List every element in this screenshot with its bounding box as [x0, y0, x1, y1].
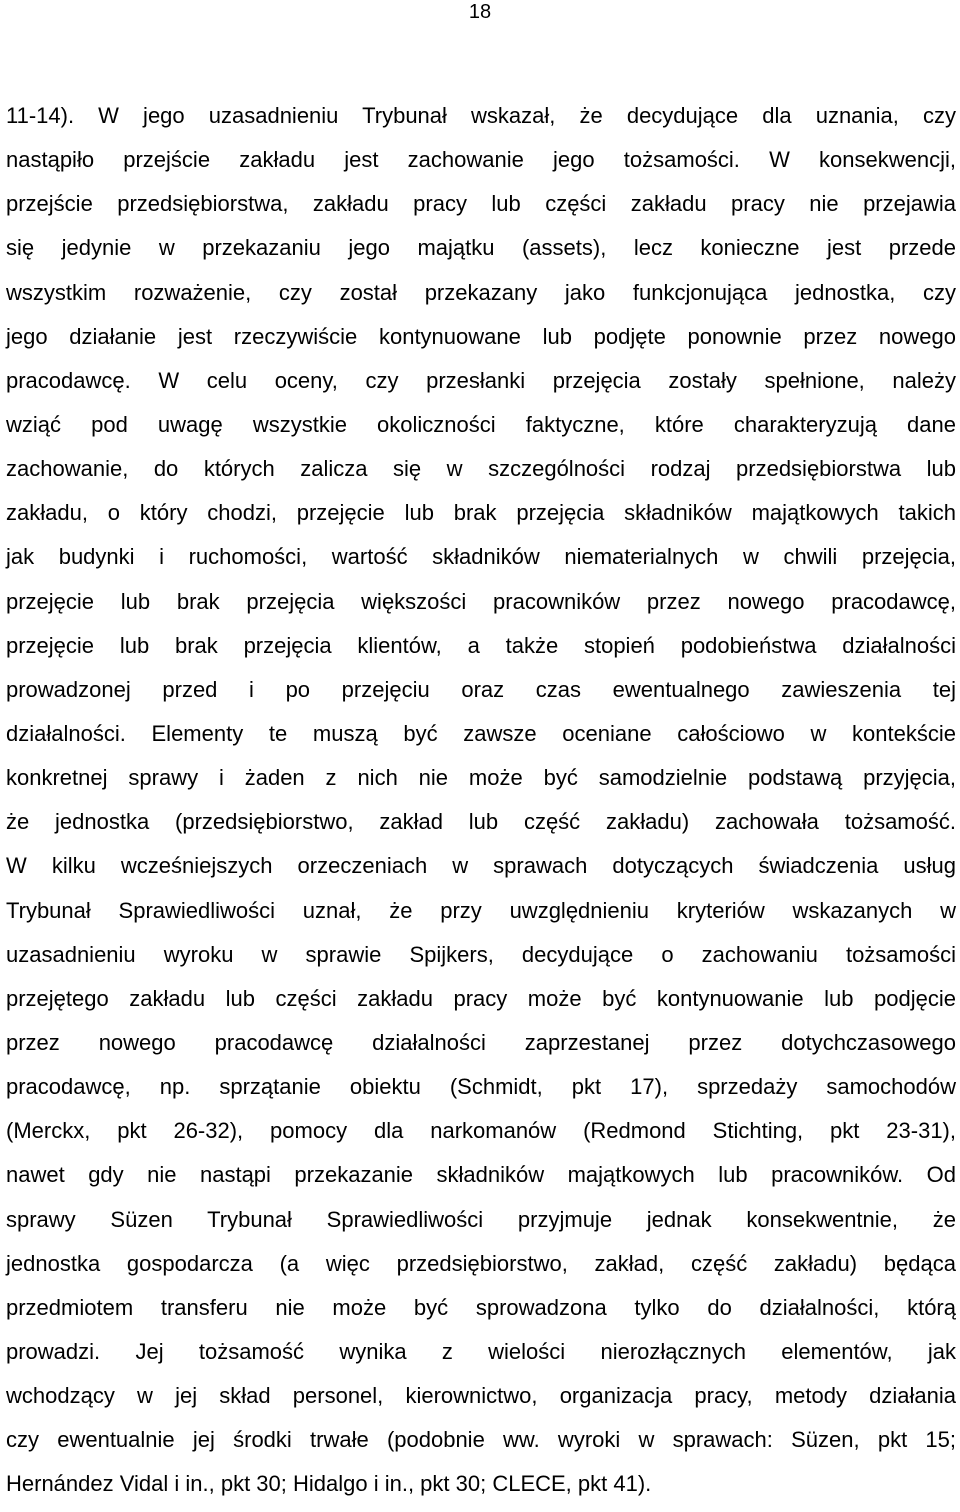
text-line: czy ewentualnie jej środki trwałe (podobnie ww. wyroki w sprawach: Süzen, pkt 15; [6, 1427, 956, 1453]
text-line: Hernández Vidal i in., pkt 30; Hidalgo i in., pkt 30; CLECE, pkt 41). [6, 1471, 652, 1497]
text-line: W kilku wcześniejszych orzeczeniach w sprawach dotyczących świadczenia usług [6, 853, 956, 879]
text-line: uzasadnieniu wyroku w sprawie Spijkers, decydujące o zachowaniu tożsamości [6, 941, 956, 967]
text-line: (Merckx, pkt 26-32), pomocy dla narkomanów (Redmond Stichting, pkt 23-31), [6, 1118, 956, 1144]
text-line: prowadzi. Jej tożsamość wynika z wielości nierozłącznych elementów, jak [6, 1338, 956, 1364]
text-line: wchodzący w jej skład personel, kierownictwo, organizacja pracy, metody działania [6, 1383, 956, 1409]
text-line: jego działanie jest rzeczywiście kontynuowane lub podjęte ponownie przez nowego [6, 323, 956, 349]
body-paragraph [6, 94, 956, 1507]
text-line: nastąpiło przejście zakładu jest zachowanie jego tożsamości. W konsekwencji, [6, 147, 956, 173]
text-line: pracodawcę. W celu oceny, czy przesłanki przejęcia zostały spełnione, należy [6, 367, 956, 393]
text-line: prowadzonej przed i po przejęciu oraz czas ewentualnego zawieszenia tej [6, 676, 956, 702]
text-line: przejście przedsiębiorstwa, zakładu pracy lub części zakładu pracy nie przejawia [6, 191, 956, 217]
text-line: 11-14). W jego uzasadnieniu Trybunał wskazał, że decydujące dla uznania, czy [6, 103, 956, 128]
text-line: sprawy Süzen Trybunał Sprawiedliwości przyjmuje jednak konsekwentnie, że [6, 1206, 956, 1232]
text-line: wziąć pod uwagę wszystkie okoliczności faktyczne, które charakteryzują dane [6, 411, 956, 437]
text-line: działalności. Elementy te muszą być zawsze oceniane całościowo w kontekście [6, 720, 956, 746]
text-line: przejętego zakładu lub części zakładu pracy może być kontynuowanie lub podjęcie [6, 985, 956, 1011]
text-line: jak budynki i ruchomości, wartość składników niematerialnych w chwili przejęcia, [6, 544, 956, 570]
text-line: jednostka gospodarcza (a więc przedsiębiorstwo, zakład, część zakładu) będąca [6, 1250, 956, 1276]
text-line: zachowanie, do których zalicza się w szczególności rodzaj przedsiębiorstwa lub [6, 456, 956, 482]
text-line: konkretnej sprawy i żaden z nich nie może być samodzielnie podstawą przyjęcia, [6, 765, 956, 791]
text-line: nawet gdy nie nastąpi przekazanie składników majątkowych lub pracowników. Od [6, 1162, 956, 1188]
text-line: że jednostka (przedsiębiorstwo, zakład lub część zakładu) zachowała tożsamość. [6, 809, 956, 835]
text-line: Trybunał Sprawiedliwości uznał, że przy uwzględnieniu kryteriów wskazanych w [6, 897, 956, 923]
text-line: przejęcie lub brak przejęcia większości pracowników przez nowego pracodawcę, [6, 588, 956, 614]
text-line: zakładu, o który chodzi, przejęcie lub brak przejęcia składników majątkowych takich [6, 500, 956, 526]
page-number: 18 [468, 1, 492, 23]
text-line: pracodawcę, np. sprzątanie obiektu (Schmidt, pkt 17), sprzedaży samochodów [6, 1074, 956, 1100]
text-line: się jedynie w przekazaniu jego majątku (assets), lecz konieczne jest przede [6, 235, 956, 261]
text-line: przejęcie lub brak przejęcia klientów, a także stopień podobieństwa działalności [6, 632, 956, 658]
text-line: wszystkim rozważenie, czy został przekazany jako funkcjonująca jednostka, czy [6, 279, 956, 305]
text-line: przedmiotem transferu nie może być sprowadzona tylko do działalności, którą [6, 1294, 956, 1320]
text-line: przez nowego pracodawcę działalności zaprzestanej przez dotychczasowego [6, 1029, 956, 1055]
